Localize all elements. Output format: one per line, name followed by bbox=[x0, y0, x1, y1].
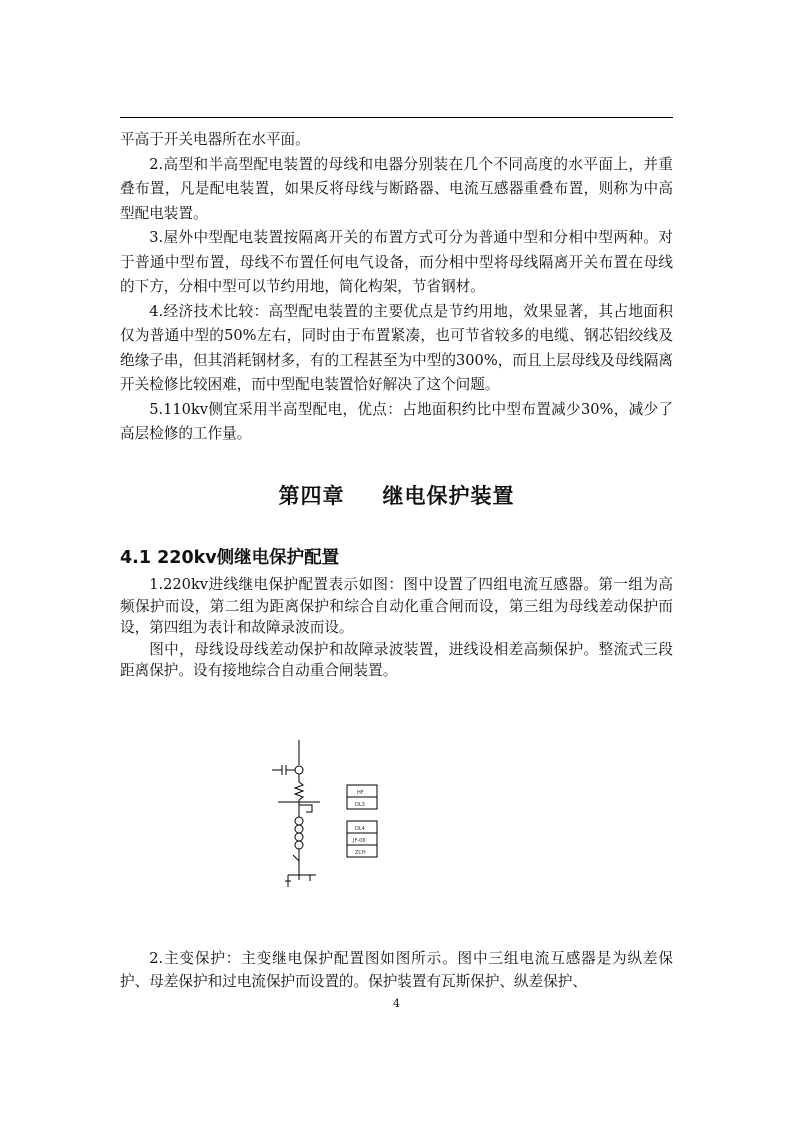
paragraph-2-2: 图中，母线设母线差动保护和故障录波装置，进线设相差高频保护。整流式三段距离保护。设有接地综合自动重合闸装置。 bbox=[120, 640, 673, 680]
chapter-name: 继电保护装置 bbox=[382, 484, 515, 508]
paragraph-3: 4.经济技术比较：高型配电装置的主要优点是节约用地，效果显著，其占地面积仅为普通中型的50%左右，同时由于布置紧凑，也可节省较多的电缆、钢芯铝绞线及绝缘子串，但其消耗钢材多，有的工程甚至为中型的300%，而且上层母线及母线隔离开关检修比较困难，而中型配电装置恰好解决了这个问题。 bbox=[120, 302, 673, 393]
body-text-block bbox=[120, 128, 673, 447]
paragraph-3-1: 2.主变保护：主变继电保护配置图如图所示。图中三组电流互感器是为纵差保护、母差保护和过电流保护而设置的。保护装置有瓦斯保护、纵差保护、 bbox=[120, 950, 673, 990]
box-a-label-2: DL3 bbox=[355, 802, 365, 808]
box-b-label-3: ZCH bbox=[355, 850, 366, 856]
paragraph-2: 3.屋外中型配电装置按隔离开关的布置方式可分为普通中型和分相中型两种。对于普通中型布置，母线不布置任何电气设备，而分相中型将母线隔离开关布置在母线的下方，分相中型可以节约用地，简化构架，节省钢材。 bbox=[120, 229, 673, 295]
section-heading: 4.1 220kv侧继电保护配置 bbox=[120, 548, 340, 568]
page-number: 4 bbox=[393, 997, 400, 1010]
paragraph-1: 2.高型和半高型配电装置的母线和电器分别装在几个不同高度的水平面上，并重叠布置，凡是配电装置，如果反将母线与断路器、电流互感器重叠布置，则称为中高型配电装置。 bbox=[120, 155, 673, 222]
chapter-title bbox=[120, 480, 673, 510]
paragraph-2-1: 1.220kv进线继电保护配置表示如图：图中设置了四组电流互感器。第一组为高频保护而设，第二组为距离保护和综合自动化重合闸而设，第三组为母线差动保护而设，第四组为表计和故障录波而设。 bbox=[120, 576, 673, 637]
chapter-number: 第四章 bbox=[278, 484, 345, 508]
paragraph-4: 5.110kv侧宜采用半高型配电，优点：占地面积约比中型布置减少30%，减少了高层检修的工作量。 bbox=[120, 400, 673, 442]
box-b-label-2: JF-06 bbox=[353, 838, 366, 844]
body-text-block-2 bbox=[120, 574, 673, 682]
header-rule bbox=[120, 117, 673, 118]
box-b-label-1: DL4 bbox=[355, 826, 365, 832]
box-a-label-1: HF bbox=[357, 790, 364, 796]
body-text-block-3 bbox=[120, 948, 673, 993]
paragraph-0: 平高于开关电器所在水平面。 bbox=[120, 131, 310, 148]
relay-protection-diagram bbox=[260, 735, 390, 895]
